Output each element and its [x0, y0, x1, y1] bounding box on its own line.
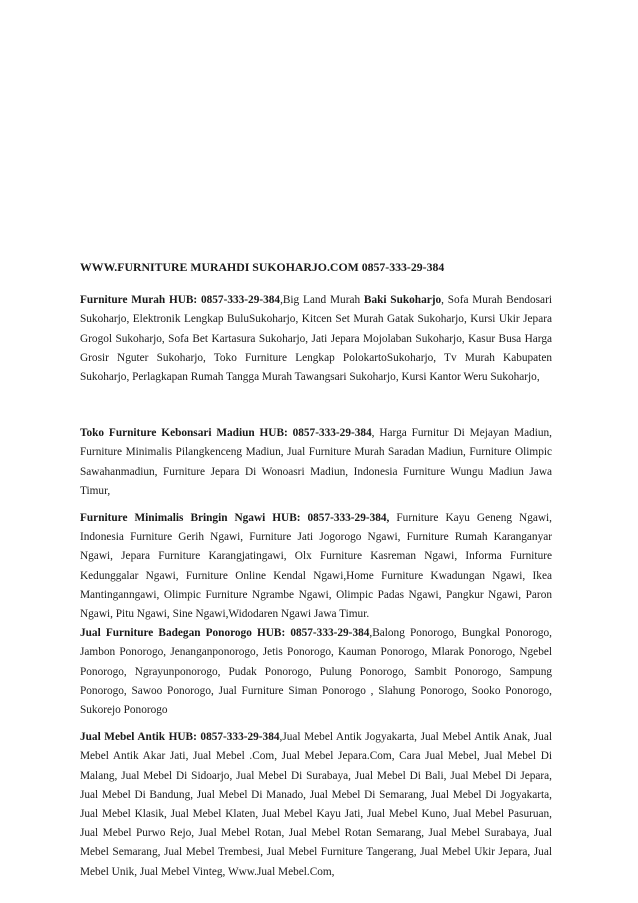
paragraph-text: Furniture Kayu Geneng Ngawi, Indonesia Furniture Gerih Ngawi, Furniture Jati Jogorogo Ngawi, Furniture Rumah Karanganyar Ngawi, Jepara Furniture Karangjatingawi, Olx Furniture Kasreman Ngawi, Informa Furniture Kedunggalar Ngawi, Furniture Online Kendal Ngawi,Home Furniture Kwadungan Ngawi, Ikea Mantinganngawi, Olimpic Furniture Ngrambe Ngawi, Olimpic Padas Ngawi, Pangkur Ngawi, Paron Ngawi, Pitu Ngawi, Sine Ngawi,Widodaren Ngawi Jawa Timur. — [80, 512, 552, 621]
document-body — [80, 258, 552, 882]
paragraph-lead: Furniture Minimalis Bringin Ngawi HUB: 0857-333-29-384, — [80, 512, 390, 525]
paragraph-text: ,Balong Ponorogo, Bungkal Ponorogo, Jambon Ponorogo, Jenanganponorogo, Jetis Ponorogo, Kauman Ponorogo, Mlarak Ponorogo, Ngebel Ponorogo, Ngrayunponorogo, Pudak Ponorogo, Pulung Ponorogo, Sambit Ponorogo, Sampung Ponorogo, Sawoo Ponorogo, Jual Furniture Siman Ponorogo , Slahung Ponorogo, Sooko Ponorogo, Sukorejo Ponorogo — [80, 627, 552, 717]
paragraph-lead: Jual Mebel Antik HUB: 0857-333-29-384 — [80, 731, 280, 744]
paragraph-ngawi — [80, 509, 552, 624]
paragraph-text: ,Jual Mebel Antik Jogyakarta, Jual Mebel Antik Anak, Jual Mebel Antik Akar Jati, Jual Mebel .Com, Jual Mebel Jepara.Com, Cara Jual Mebel, Jual Mebel Di Malang, Jual Mebel Di Sidoarjo, Jual Mebel Di Surabaya, Jual Mebel Di Bali, Jual Mebel Di Jepara, Jual Mebel Di Bandung, Jual Mebel Di Manado, Jual Mebel Di Semarang, Jual Mebel Di Jogyakarta, Jual Mebel Klasik, Jual Mebel Klaten, Jual Mebel Kayu Jati, Jual Mebel Kuno, Jual Mebel Pasuruan, Jual Mebel Purwo Rejo, Jual Mebel Rotan, Jual Mebel Rotan Semarang, Jual Mebel Surabaya, Jual Mebel Semarang, Jual Mebel Trembesi, Jual Mebel Furniture Tangerang, Jual Mebel Ukir Jepara, Jual Mebel Unik, Jual Mebel Vinteg, Www.Jual Mebel.Com, — [80, 731, 552, 878]
spacer — [80, 720, 552, 728]
paragraph-ponorogo — [80, 624, 552, 720]
paragraph-mebel-antik — [80, 728, 552, 882]
paragraph-text: , Sofa Murah Bendosari Sukoharjo, Elektronik Lengkap BuluSukoharjo, Kitcen Set Murah Gatak Sukoharjo, Kursi Ukir Jepara Grogol Sukoharjo, Sofa Bet Kartasura Sukoharjo, Jati Jepara Mojolaban Sukoharjo, Kasur Busa Harga Grosir Nguter Sukoharjo, Toko Furniture Lengkap PolokartoSukoharjo, Tv Murah Kabupaten Sukoharjo, Perlagkapan Rumah Tangga Murah Tawangsari Sukoharjo, Kursi Kantor Weru Sukoharjo, — [80, 294, 552, 384]
paragraph-text: , Harga Furnitur Di Mejayan Madiun, Furniture Minimalis Pilangkenceng Madiun, Jual Furniture Murah Saradan Madiun, Furniture Olimpic Sawahanmadiun, Furniture Jepara Di Wonoasri Madiun, Indonesia Furniture Wungu Madiun Jawa Timur, — [80, 427, 552, 497]
paragraph-madiun — [80, 424, 552, 501]
paragraph-lead: Jual Furniture Badegan Ponorogo HUB: 0857-333-29-384 — [80, 627, 370, 640]
paragraph-lead: Toko Furniture Kebonsari Madiun HUB: 0857-333-29-384 — [80, 427, 372, 440]
paragraph-lead: Furniture Murah HUB: 0857-333-29-384 — [80, 294, 281, 307]
paragraph-bold-inline: Baki Sukoharjo — [363, 294, 442, 307]
paragraph-sukoharjo — [80, 291, 552, 387]
spacer — [80, 501, 552, 509]
page-heading: WWW.FURNITURE MURAHDI SUKOHARJO.COM 0857-333-29-384 — [80, 260, 445, 274]
paragraph-text: ,Big Land Murah — [280, 294, 364, 307]
spacer — [80, 387, 552, 424]
